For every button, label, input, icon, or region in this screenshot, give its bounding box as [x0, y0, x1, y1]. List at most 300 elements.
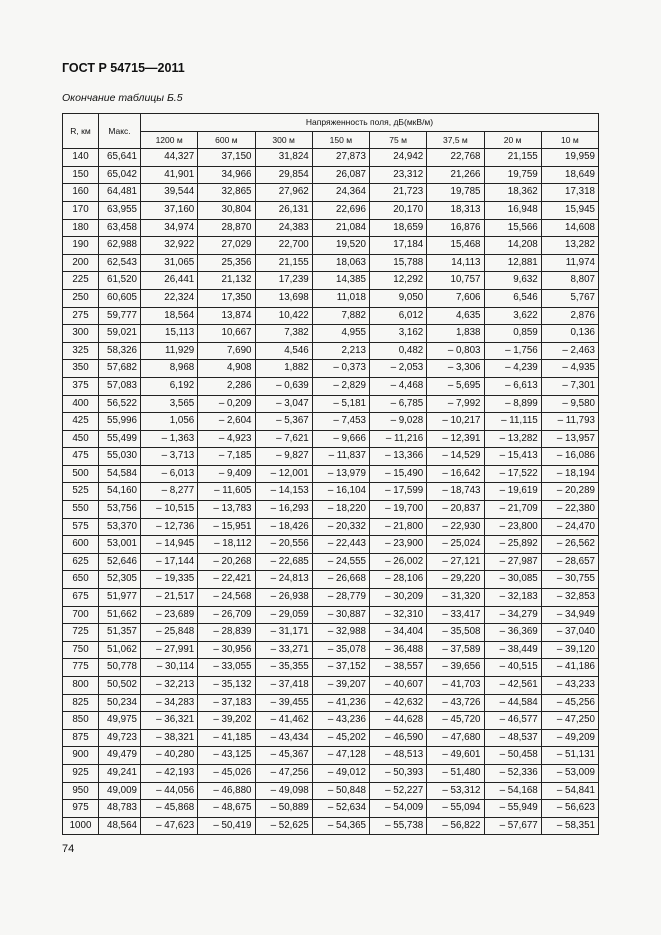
value-cell: – 34,283	[141, 694, 198, 712]
value-cell: – 13,282	[484, 430, 541, 448]
value-cell: – 51,480	[427, 764, 484, 782]
value-cell: 34,966	[198, 166, 255, 184]
max-cell: 51,662	[99, 606, 141, 624]
value-cell: 6,012	[370, 307, 427, 325]
table-row	[63, 694, 599, 712]
value-cell: 10,422	[255, 307, 312, 325]
value-cell: – 30,114	[141, 659, 198, 677]
distance-cell: 450	[63, 430, 99, 448]
max-cell: 63,955	[99, 201, 141, 219]
value-cell: 17,350	[198, 289, 255, 307]
value-cell: – 22,685	[255, 553, 312, 571]
value-cell: – 0,373	[312, 360, 369, 378]
value-cell: – 40,515	[484, 659, 541, 677]
field-strength-table	[62, 113, 599, 835]
value-cell: 5,767	[541, 289, 598, 307]
max-cell: 57,682	[99, 360, 141, 378]
value-cell: – 27,987	[484, 553, 541, 571]
value-cell: – 45,868	[141, 800, 198, 818]
distance-cell: 775	[63, 659, 99, 677]
value-cell: – 37,040	[541, 624, 598, 642]
value-cell: – 55,738	[370, 817, 427, 835]
value-cell: 13,282	[541, 237, 598, 255]
value-cell: – 47,623	[141, 817, 198, 835]
value-cell: – 20,332	[312, 518, 369, 536]
max-cell: 49,009	[99, 782, 141, 800]
table-row	[63, 764, 599, 782]
table-row	[63, 641, 599, 659]
value-cell: – 7,301	[541, 377, 598, 395]
value-cell: 32,865	[198, 184, 255, 202]
value-cell: – 1,363	[141, 430, 198, 448]
value-cell: 9,050	[370, 289, 427, 307]
value-cell: – 30,085	[484, 571, 541, 589]
value-cell: 11,018	[312, 289, 369, 307]
value-cell: – 34,404	[370, 624, 427, 642]
value-cell: – 12,001	[255, 465, 312, 483]
value-cell: 28,870	[198, 219, 255, 237]
value-cell: – 40,280	[141, 747, 198, 765]
value-cell: – 7,453	[312, 413, 369, 431]
max-cell: 55,030	[99, 448, 141, 466]
value-cell: 8,807	[541, 272, 598, 290]
value-cell: – 5,367	[255, 413, 312, 431]
value-cell: – 4,239	[484, 360, 541, 378]
max-cell: 52,305	[99, 571, 141, 589]
table-row	[63, 518, 599, 536]
distance-cell: 400	[63, 395, 99, 413]
value-cell: – 40,607	[370, 677, 427, 695]
distance-cell: 650	[63, 571, 99, 589]
distance-cell: 975	[63, 800, 99, 818]
value-cell: – 16,086	[541, 448, 598, 466]
value-cell: – 8,899	[484, 395, 541, 413]
max-cell: 51,062	[99, 641, 141, 659]
value-cell: 21,266	[427, 166, 484, 184]
value-cell: – 26,709	[198, 606, 255, 624]
value-cell: 9,632	[484, 272, 541, 290]
value-cell: 31,065	[141, 254, 198, 272]
value-cell: 22,324	[141, 289, 198, 307]
value-cell: 2,213	[312, 342, 369, 360]
value-cell: 20,170	[370, 201, 427, 219]
value-cell: – 7,185	[198, 448, 255, 466]
column-header-height: 10 м	[541, 131, 598, 149]
value-cell: – 48,675	[198, 800, 255, 818]
table-row	[63, 782, 599, 800]
value-cell: – 37,183	[198, 694, 255, 712]
value-cell: – 24,470	[541, 518, 598, 536]
max-cell: 61,520	[99, 272, 141, 290]
value-cell: 24,364	[312, 184, 369, 202]
distance-cell: 160	[63, 184, 99, 202]
table-row	[63, 184, 599, 202]
value-cell: – 5,181	[312, 395, 369, 413]
value-cell: 17,239	[255, 272, 312, 290]
value-cell: – 7,621	[255, 430, 312, 448]
value-cell: – 25,024	[427, 536, 484, 554]
value-cell: – 39,656	[427, 659, 484, 677]
table-row	[63, 325, 599, 343]
value-cell: – 47,128	[312, 747, 369, 765]
value-cell: – 28,779	[312, 589, 369, 607]
value-cell: – 39,120	[541, 641, 598, 659]
value-cell: 44,327	[141, 149, 198, 167]
value-cell: – 38,449	[484, 641, 541, 659]
table-row	[63, 201, 599, 219]
table-row	[63, 237, 599, 255]
value-cell: – 18,220	[312, 501, 369, 519]
table-row	[63, 360, 599, 378]
value-cell: 21,723	[370, 184, 427, 202]
value-cell: 22,768	[427, 149, 484, 167]
value-cell: – 54,009	[370, 800, 427, 818]
value-cell: – 15,413	[484, 448, 541, 466]
value-cell: 18,362	[484, 184, 541, 202]
value-cell: 10,667	[198, 325, 255, 343]
distance-cell: 900	[63, 747, 99, 765]
column-header-height: 150 м	[312, 131, 369, 149]
value-cell: 7,882	[312, 307, 369, 325]
value-cell: – 50,889	[255, 800, 312, 818]
value-cell: – 19,335	[141, 571, 198, 589]
table-row	[63, 448, 599, 466]
value-cell: – 20,837	[427, 501, 484, 519]
value-cell: 18,564	[141, 307, 198, 325]
max-cell: 48,783	[99, 800, 141, 818]
table-row	[63, 659, 599, 677]
value-cell: – 42,193	[141, 764, 198, 782]
value-cell: 6,546	[484, 289, 541, 307]
max-cell: 50,502	[99, 677, 141, 695]
value-cell: – 32,183	[484, 589, 541, 607]
value-cell: – 28,839	[198, 624, 255, 642]
max-cell: 53,001	[99, 536, 141, 554]
value-cell: – 2,829	[312, 377, 369, 395]
value-cell: – 30,887	[312, 606, 369, 624]
value-cell: – 49,209	[541, 729, 598, 747]
value-cell: – 26,938	[255, 589, 312, 607]
value-cell: – 5,695	[427, 377, 484, 395]
value-cell: – 43,434	[255, 729, 312, 747]
value-cell: 26,087	[312, 166, 369, 184]
page-number: 74	[62, 843, 75, 855]
value-cell: – 9,580	[541, 395, 598, 413]
value-cell: – 2,053	[370, 360, 427, 378]
value-cell: – 21,709	[484, 501, 541, 519]
column-header-height: 75 м	[370, 131, 427, 149]
value-cell: – 45,026	[198, 764, 255, 782]
value-cell: – 52,634	[312, 800, 369, 818]
max-cell: 53,370	[99, 518, 141, 536]
value-cell: – 53,312	[427, 782, 484, 800]
value-cell: 1,882	[255, 360, 312, 378]
distance-cell: 525	[63, 483, 99, 501]
value-cell: – 30,956	[198, 641, 255, 659]
value-cell: 21,132	[198, 272, 255, 290]
value-cell: – 50,393	[370, 764, 427, 782]
value-cell: – 21,517	[141, 589, 198, 607]
value-cell: 18,649	[541, 166, 598, 184]
value-cell: – 19,700	[370, 501, 427, 519]
table-row	[63, 395, 599, 413]
value-cell: 14,113	[427, 254, 484, 272]
value-cell: – 10,217	[427, 413, 484, 431]
value-cell: 10,757	[427, 272, 484, 290]
max-cell: 54,584	[99, 465, 141, 483]
value-cell: – 9,666	[312, 430, 369, 448]
value-cell: 25,356	[198, 254, 255, 272]
distance-cell: 225	[63, 272, 99, 290]
value-cell: – 24,555	[312, 553, 369, 571]
max-cell: 51,977	[99, 589, 141, 607]
value-cell: – 26,562	[541, 536, 598, 554]
value-cell: 24,942	[370, 149, 427, 167]
value-cell: 0,136	[541, 325, 598, 343]
distance-cell: 950	[63, 782, 99, 800]
value-cell: 2,286	[198, 377, 255, 395]
value-cell: 39,544	[141, 184, 198, 202]
value-cell: – 41,236	[312, 694, 369, 712]
column-header-r: R, км	[63, 114, 99, 149]
value-cell: 14,385	[312, 272, 369, 290]
value-cell: – 20,268	[198, 553, 255, 571]
max-cell: 59,777	[99, 307, 141, 325]
distance-cell: 375	[63, 377, 99, 395]
value-cell: – 41,186	[541, 659, 598, 677]
table-row	[63, 553, 599, 571]
value-cell: – 11,216	[370, 430, 427, 448]
value-cell: – 0,803	[427, 342, 484, 360]
value-cell: 6,192	[141, 377, 198, 395]
value-cell: – 18,743	[427, 483, 484, 501]
value-cell: – 17,522	[484, 465, 541, 483]
distance-cell: 275	[63, 307, 99, 325]
value-cell: – 49,098	[255, 782, 312, 800]
value-cell: – 45,367	[255, 747, 312, 765]
value-cell: – 54,841	[541, 782, 598, 800]
distance-cell: 625	[63, 553, 99, 571]
max-cell: 65,042	[99, 166, 141, 184]
value-cell: – 43,236	[312, 712, 369, 730]
value-cell: – 1,756	[484, 342, 541, 360]
value-cell: – 51,131	[541, 747, 598, 765]
value-cell: 22,696	[312, 201, 369, 219]
value-cell: 32,922	[141, 237, 198, 255]
value-cell: – 36,321	[141, 712, 198, 730]
value-cell: 21,084	[312, 219, 369, 237]
distance-cell: 725	[63, 624, 99, 642]
value-cell: – 47,256	[255, 764, 312, 782]
value-cell: – 28,106	[370, 571, 427, 589]
distance-cell: 675	[63, 589, 99, 607]
value-cell: 29,854	[255, 166, 312, 184]
max-cell: 57,083	[99, 377, 141, 395]
distance-cell: 170	[63, 201, 99, 219]
value-cell: 2,876	[541, 307, 598, 325]
value-cell: – 2,463	[541, 342, 598, 360]
value-cell: – 18,426	[255, 518, 312, 536]
table-row	[63, 272, 599, 290]
table-row	[63, 712, 599, 730]
value-cell: 1,056	[141, 413, 198, 431]
value-cell: 19,785	[427, 184, 484, 202]
distance-cell: 300	[63, 325, 99, 343]
max-cell: 65,641	[99, 149, 141, 167]
value-cell: 15,788	[370, 254, 427, 272]
value-cell: – 46,577	[484, 712, 541, 730]
value-cell: – 31,320	[427, 589, 484, 607]
value-cell: – 47,250	[541, 712, 598, 730]
distance-cell: 250	[63, 289, 99, 307]
value-cell: – 6,013	[141, 465, 198, 483]
value-cell: – 38,557	[370, 659, 427, 677]
value-cell: – 35,508	[427, 624, 484, 642]
table-row	[63, 149, 599, 167]
distance-cell: 190	[63, 237, 99, 255]
value-cell: – 9,827	[255, 448, 312, 466]
distance-cell: 150	[63, 166, 99, 184]
value-cell: – 46,880	[198, 782, 255, 800]
table-row	[63, 606, 599, 624]
table-row	[63, 377, 599, 395]
value-cell: – 11,115	[484, 413, 541, 431]
value-cell: – 43,726	[427, 694, 484, 712]
document-header: ГОСТ Р 54715—2011	[62, 61, 185, 75]
value-cell: – 54,168	[484, 782, 541, 800]
value-cell: 13,698	[255, 289, 312, 307]
value-cell: 4,546	[255, 342, 312, 360]
value-cell: 22,700	[255, 237, 312, 255]
value-cell: – 41,462	[255, 712, 312, 730]
value-cell: – 44,584	[484, 694, 541, 712]
distance-cell: 180	[63, 219, 99, 237]
value-cell: – 37,589	[427, 641, 484, 659]
distance-cell: 600	[63, 536, 99, 554]
table-row	[63, 536, 599, 554]
distance-cell: 800	[63, 677, 99, 695]
distance-cell: 700	[63, 606, 99, 624]
column-header-height: 600 м	[198, 131, 255, 149]
value-cell: – 7,992	[427, 395, 484, 413]
table-row	[63, 800, 599, 818]
value-cell: 19,759	[484, 166, 541, 184]
max-cell: 59,021	[99, 325, 141, 343]
distance-cell: 475	[63, 448, 99, 466]
value-cell: 27,873	[312, 149, 369, 167]
value-cell: – 45,202	[312, 729, 369, 747]
max-cell: 64,481	[99, 184, 141, 202]
value-cell: 13,874	[198, 307, 255, 325]
max-cell: 56,522	[99, 395, 141, 413]
value-cell: – 31,171	[255, 624, 312, 642]
distance-cell: 1000	[63, 817, 99, 835]
table-row	[63, 413, 599, 431]
value-cell: – 16,104	[312, 483, 369, 501]
value-cell: – 35,078	[312, 641, 369, 659]
value-cell: – 49,012	[312, 764, 369, 782]
value-cell: – 23,900	[370, 536, 427, 554]
value-cell: – 36,488	[370, 641, 427, 659]
distance-cell: 550	[63, 501, 99, 519]
value-cell: – 49,601	[427, 747, 484, 765]
value-cell: 12,881	[484, 254, 541, 272]
value-cell: – 26,668	[312, 571, 369, 589]
value-cell: 7,690	[198, 342, 255, 360]
value-cell: – 34,279	[484, 606, 541, 624]
value-cell: – 28,657	[541, 553, 598, 571]
value-cell: – 35,132	[198, 677, 255, 695]
value-cell: – 42,632	[370, 694, 427, 712]
value-cell: – 15,951	[198, 518, 255, 536]
value-cell: – 11,837	[312, 448, 369, 466]
table-row	[63, 483, 599, 501]
value-cell: – 6,785	[370, 395, 427, 413]
value-cell: 19,959	[541, 149, 598, 167]
value-cell: 27,029	[198, 237, 255, 255]
value-cell: – 54,365	[312, 817, 369, 835]
table-row	[63, 624, 599, 642]
distance-cell: 575	[63, 518, 99, 536]
value-cell: – 20,556	[255, 536, 312, 554]
value-cell: 21,155	[484, 149, 541, 167]
table-row	[63, 677, 599, 695]
value-cell: – 12,736	[141, 518, 198, 536]
max-cell: 55,996	[99, 413, 141, 431]
value-cell: – 14,153	[255, 483, 312, 501]
value-cell: 14,608	[541, 219, 598, 237]
value-cell: – 33,055	[198, 659, 255, 677]
max-cell: 52,646	[99, 553, 141, 571]
value-cell: 18,063	[312, 254, 369, 272]
value-cell: 21,155	[255, 254, 312, 272]
value-cell: – 53,009	[541, 764, 598, 782]
value-cell: – 32,853	[541, 589, 598, 607]
table-row	[63, 289, 599, 307]
value-cell: – 30,209	[370, 589, 427, 607]
value-cell: – 37,418	[255, 677, 312, 695]
value-cell: – 52,625	[255, 817, 312, 835]
value-cell: – 3,306	[427, 360, 484, 378]
table-row	[63, 729, 599, 747]
value-cell: 3,565	[141, 395, 198, 413]
value-cell: – 27,121	[427, 553, 484, 571]
value-cell: – 3,047	[255, 395, 312, 413]
value-cell: – 44,056	[141, 782, 198, 800]
max-cell: 63,458	[99, 219, 141, 237]
value-cell: – 26,002	[370, 553, 427, 571]
value-cell: – 22,443	[312, 536, 369, 554]
value-cell: – 45,720	[427, 712, 484, 730]
value-cell: – 22,930	[427, 518, 484, 536]
value-cell: – 32,310	[370, 606, 427, 624]
table-row	[63, 465, 599, 483]
max-cell: 54,160	[99, 483, 141, 501]
table-row	[63, 254, 599, 272]
table-row	[63, 166, 599, 184]
max-cell: 62,988	[99, 237, 141, 255]
value-cell: – 13,783	[198, 501, 255, 519]
value-cell: – 39,207	[312, 677, 369, 695]
value-cell: – 4,935	[541, 360, 598, 378]
value-cell: 15,468	[427, 237, 484, 255]
value-cell: – 41,703	[427, 677, 484, 695]
distance-cell: 425	[63, 413, 99, 431]
value-cell: 15,945	[541, 201, 598, 219]
distance-cell: 200	[63, 254, 99, 272]
value-cell: 3,622	[484, 307, 541, 325]
value-cell: 15,566	[484, 219, 541, 237]
